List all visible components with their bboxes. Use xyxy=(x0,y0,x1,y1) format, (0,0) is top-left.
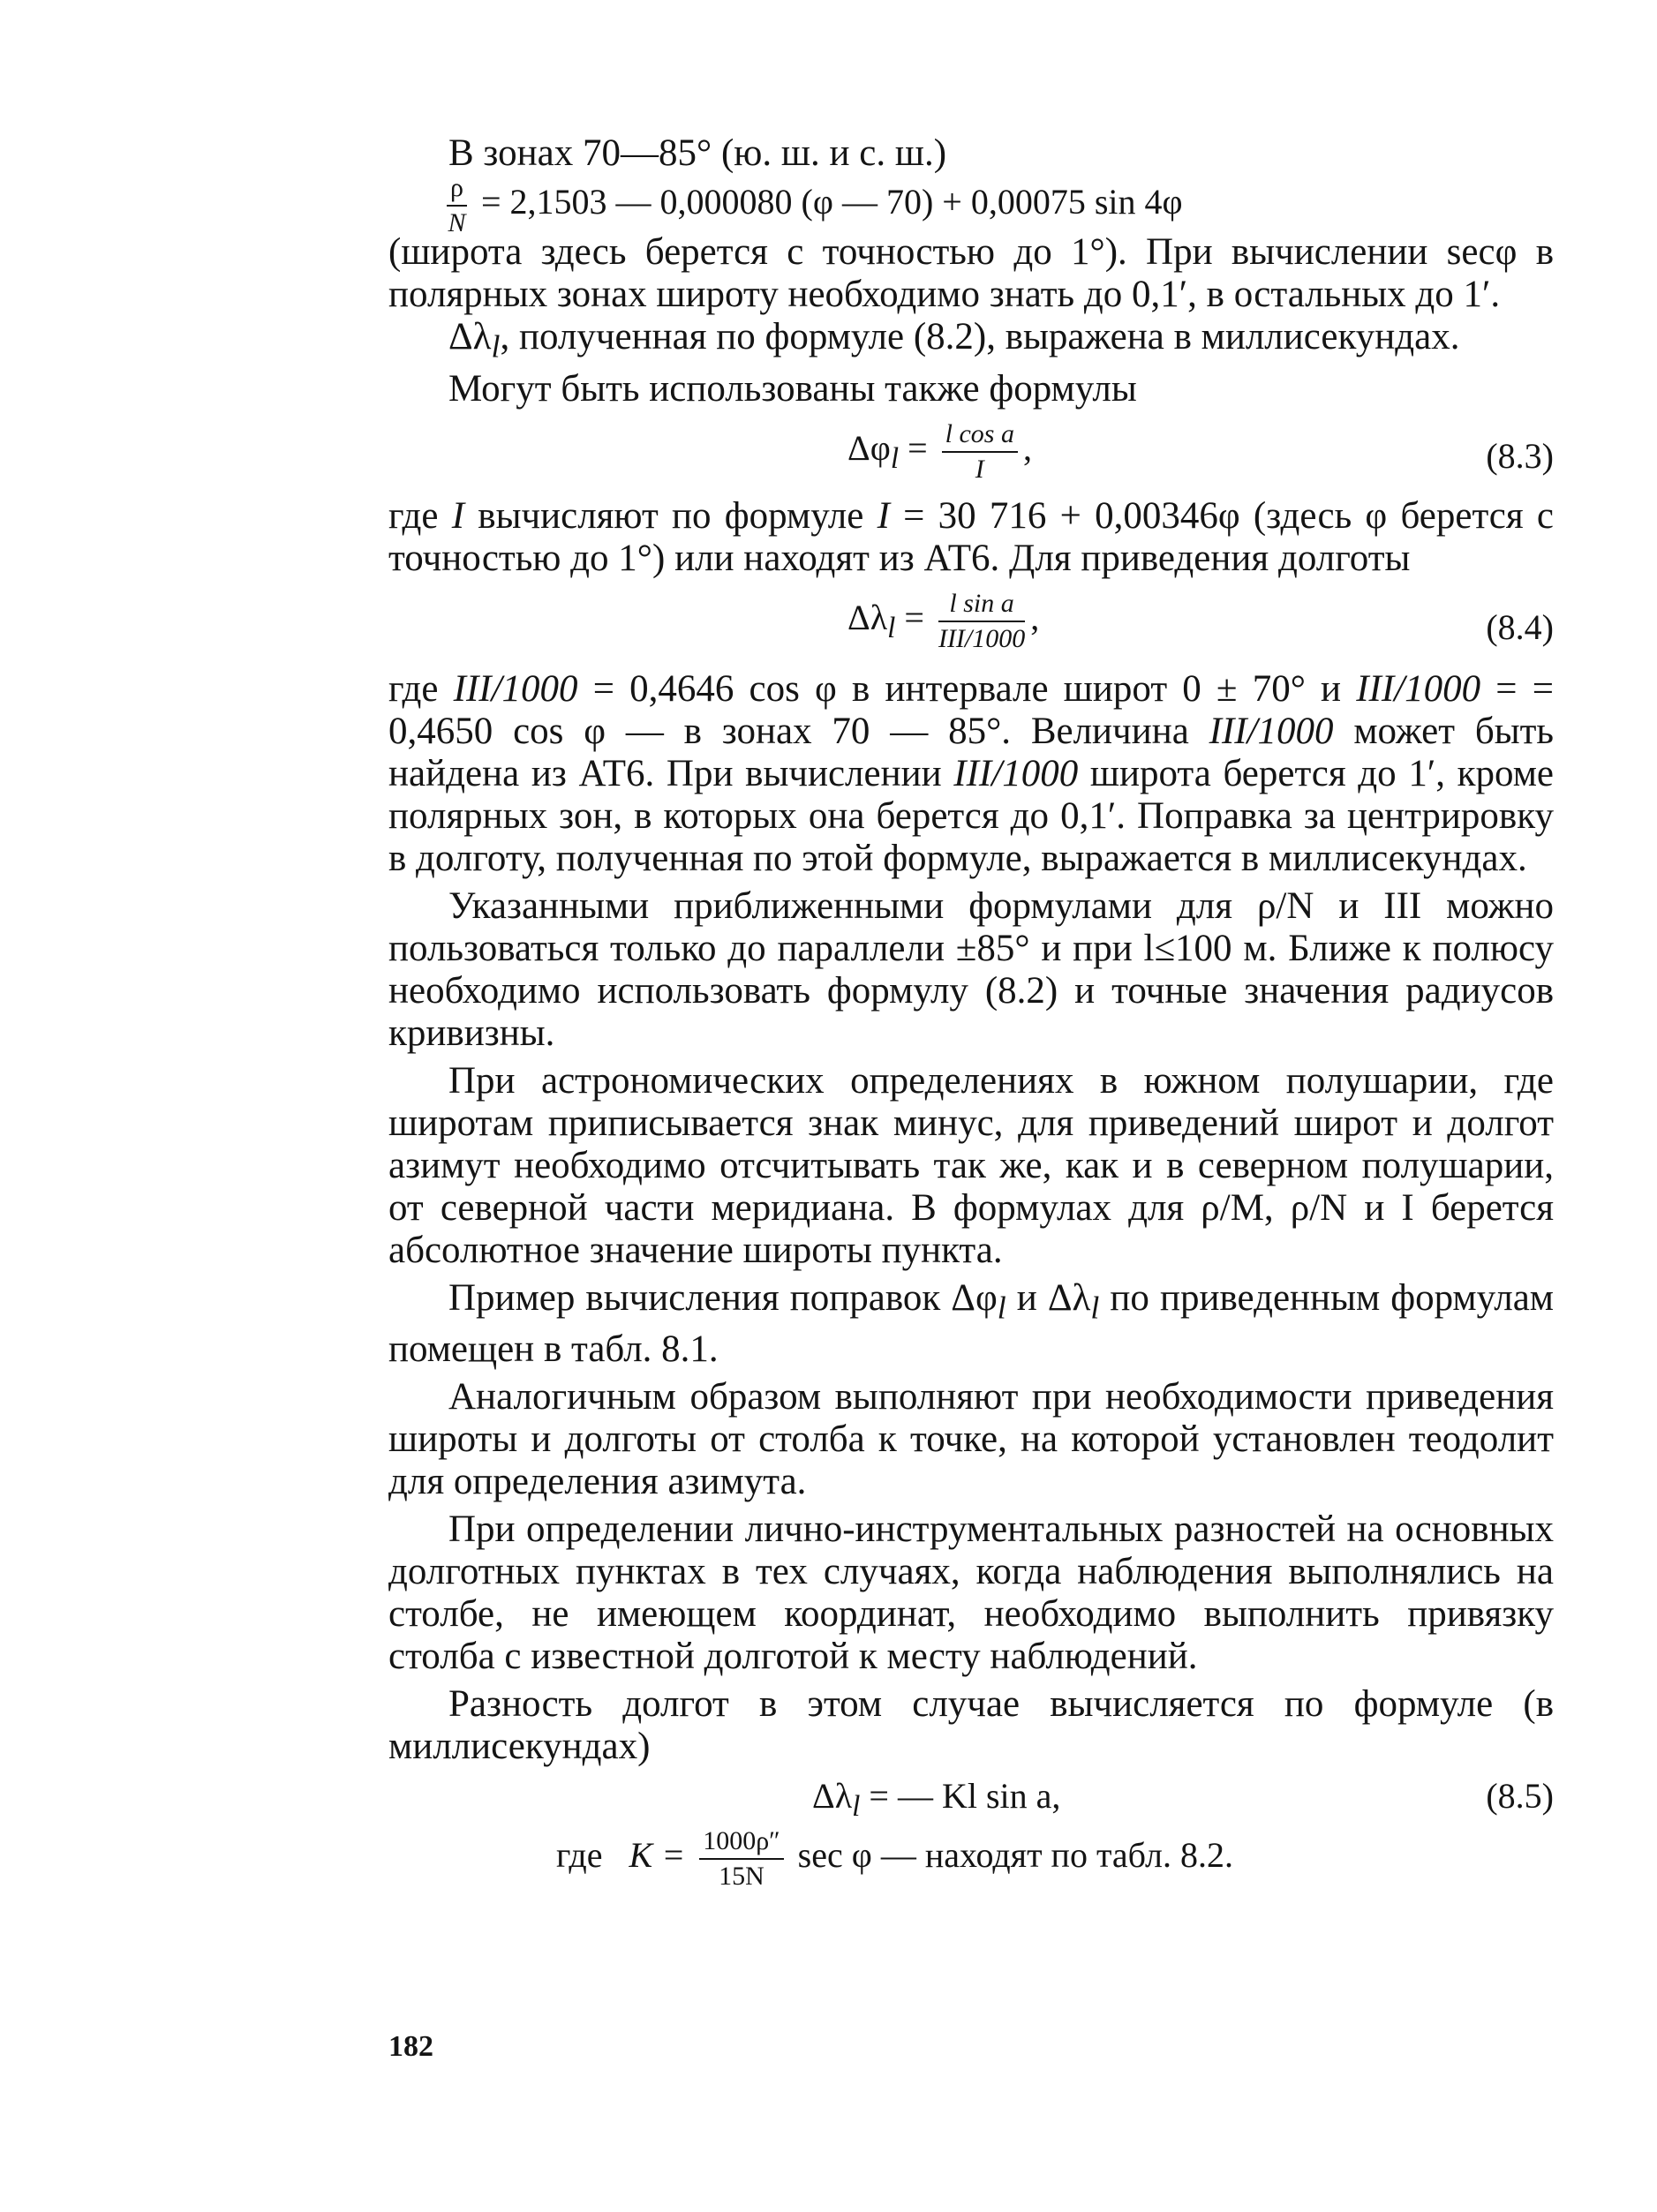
para-latitude: (широта здесь берется с точностью до 1°). При вычислении secφ в полярных зонах широту необходимо знать до 0,1′, в остальных до 1′. xyxy=(388,231,1554,315)
para-i: где I вычисляют по формуле I = 30 716 + 0,00346φ (здесь φ берется с точностью до 1°) или находят из АТ6. Для приведения долготы xyxy=(388,494,1554,579)
para-south: При астрономических определениях в южном полушарии, где широтам приписывается знак минус, для приведений широт и долгот азимут необходимо отсчитывать так же, как и в северном полушарии, от северной части меридиана. В формулах для ρ/M, ρ/N и I берется абсолютное значение широты пункта. xyxy=(388,1059,1554,1271)
para-dlambda: $\Delta\lambda_l$, полученная по формуле (8.2), выражена в миллисекундах. xyxy=(448,316,1460,365)
para-approx: Указанными приближенными формулами для ρ/N и III можно пользоваться только до параллели ±85° и при l≤100 м. Ближе к полюсу необходимо использовать формулу (8.2) и точные значения радиусов кривизны. xyxy=(388,884,1554,1054)
equation-k: где K = $\frac{1000\rho''}{15N}$ sec φ — находят по табл. 8.2. xyxy=(556,1826,1233,1892)
para-diff: Разность долгот в этом случае вычисляется по формуле (в миллисекундах) xyxy=(388,1683,1554,1768)
page-body xyxy=(388,132,1554,1904)
para-example: Пример вычисления поправок $\Delta\varphi_l$ и $\Delta\lambda_l$ по приведенным формулам помещен в табл. 8.1. xyxy=(388,1276,1555,1371)
fraction-k: $\frac{1000\rho''}{15N}$ xyxy=(699,1828,783,1890)
equation-8-3: $\Delta\varphi_l$ = $\frac{\text{l cos a}}{I}$ , (8.3) xyxy=(847,418,1554,484)
equation-number-8-5: (8.5) xyxy=(1486,1776,1554,1817)
equation-8-5: $\Delta\lambda_l$ = — Kl sin a, (8.5) xyxy=(812,1776,1554,1824)
equation-number-8-3: (8.3) xyxy=(1486,435,1554,476)
fraction-8-4: $\frac{\text{l sin a}}{\text{III/1000}}$ xyxy=(938,588,1026,653)
fraction-rho-n: $\frac{\rho}{N}$ xyxy=(448,173,466,237)
para-iii: где III/1000 = 0,4646 cos φ в интервале широт 0 ± 70° и III/1000 = = 0,4650 cos φ — в зонах 70 — 85°. Величина III/1000 может быть найдена из АТ6. При вычислении III/1000 широта берется до 1′, кроме полярных зон, в которых она берется до 0,1′. Поправка за центрировку в долготу, полученная по этой формуле, выражается в миллисекундах. xyxy=(388,667,1554,879)
para-analog: Аналогичным образом выполняют при необходимости приведения широты и долготы от столба к точке, на которой установлен теодолит для определения азимута. xyxy=(388,1376,1554,1503)
formula-rho-n-rest: = 2,1503 — 0,000080 (φ — 70) + 0,00075 sin 4φ xyxy=(480,182,1183,222)
para-formulas: Могут быть использованы также формулы xyxy=(448,367,1137,410)
page-number: 182 xyxy=(388,2030,433,2063)
equation-number-8-4: (8.4) xyxy=(1486,606,1554,647)
zones-line: В зонах 70—85° (ю. ш. и с. ш.) xyxy=(448,132,947,174)
fraction-8-3: $\frac{\text{l cos a}}{I}$ xyxy=(942,421,1018,483)
formula-rho-n xyxy=(388,173,1554,237)
para-personal: При определении лично-инструментальных разностей на основных долготных пунктах в тех случаях, когда наблюдения выполнялись на столбе, не имеющем координат, необходимо выполнить привязку столба с известной долготой к месту наблюдений. xyxy=(388,1509,1554,1678)
equation-8-4: $\Delta\lambda_l$ = $\frac{\text{l sin a}}{\text{III/1000}}$ , (8.4) xyxy=(847,588,1554,653)
